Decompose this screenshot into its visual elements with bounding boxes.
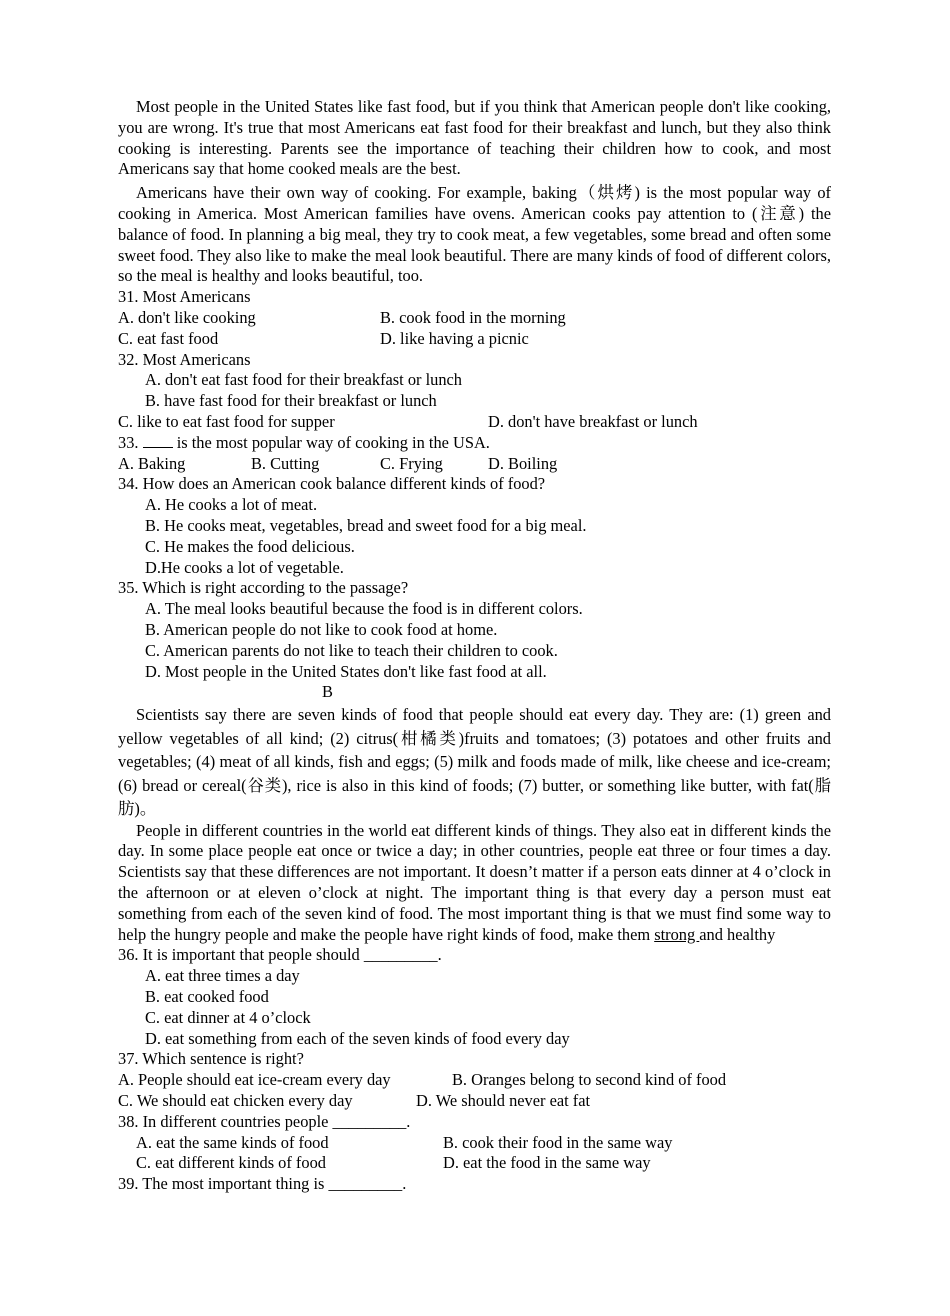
question-33-option-b: B. Cutting: [251, 453, 320, 473]
question-33: [118, 433, 831, 475]
question-37-option-a: A. People should eat ice-cream every day: [118, 1070, 391, 1090]
passage-b-paragraph-2: [118, 821, 831, 946]
passage-b-paragraph-2-text: People in different countries in the world eat different kinds of things. They also eat in different kinds the day. In some place people eat once or twice a day; in other countries, people eat three or four times a day. Scientists say that these differences are not important. It doesn’t matter if a person eats dinner at 4 o’clock in the afternoon or at eleven o’clock at night. The important thing is that every day a person must eat something from each of the seven kind of food. The most important thing is that we must find some way to help the hungry people and make the people have right kinds of food, make them: [118, 820, 831, 944]
question-35: [118, 578, 831, 682]
passage-b-underlined-word: strong: [654, 924, 700, 944]
question-37-option-b: B. Oranges belong to second kind of food: [452, 1070, 727, 1090]
question-31-option-d: D. like having a picnic: [380, 328, 529, 348]
question-32: [118, 350, 831, 433]
question-32-option-a: A. don't eat fast food for their breakfast or lunch: [145, 370, 463, 390]
question-32-option-b: B. have fast food for their breakfast or lunch: [145, 391, 437, 411]
question-35-option-d: D. Most people in the United States don't like fast food at all.: [145, 661, 547, 681]
question-33-stem: [118, 433, 831, 454]
question-33-option-c: C. Frying: [380, 453, 443, 473]
question-31-option-b: B. cook food in the morning: [380, 307, 566, 327]
question-35-option-c: C. American parents do not like to teach their children to cook.: [145, 640, 558, 660]
passage-a-paragraph-2: Americans have their own way of cooking. For example, baking（烘烤) is the most popular way of cooking in America. Most American families have ovens. American cooks pay attention to (注意) the balance of food. In planning a big meal, they try to cook meat, a few vegetables, some bread and often some sweet food. They also like to make the meal look beautiful. There are many kinds of food of different colors, so the meal is healthy and looks beautiful, too.: [118, 183, 831, 286]
question-36-option-d: D. eat something from each of the seven kinds of food every day: [145, 1028, 570, 1048]
question-36-option-a: A. eat three times a day: [145, 966, 300, 986]
question-31-stem: 31. Most Americans: [118, 287, 251, 307]
question-38-option-d: D. eat the food in the same way: [443, 1153, 651, 1173]
question-37-option-c: C. We should eat chicken every day: [118, 1090, 353, 1110]
question-33-option-a: A. Baking: [118, 453, 186, 473]
question-37: [118, 1049, 831, 1111]
question-34-option-b: B. He cooks meat, vegetables, bread and sweet food for a big meal.: [145, 515, 587, 535]
question-37-stem: 37. Which sentence is right?: [118, 1049, 304, 1069]
question-36-option-b: B. eat cooked food: [145, 986, 269, 1006]
question-36-stem: 36. It is important that people should _________.: [118, 945, 442, 965]
question-38: [118, 1112, 831, 1174]
section-b-label: B: [322, 682, 333, 702]
question-34: [118, 474, 831, 578]
question-33-text: is the most popular way of cooking in the USA.: [172, 432, 490, 452]
question-34-option-c: C. He makes the food delicious.: [145, 536, 355, 556]
question-33-blank: [143, 433, 173, 448]
question-33-option-d: D. Boiling: [488, 453, 558, 473]
passage-b-paragraph-2-end: and healthy: [699, 924, 776, 944]
question-35-stem: 35. Which is right according to the passage?: [118, 578, 409, 598]
question-33-number: 33.: [118, 432, 143, 452]
question-32-option-c: C. like to eat fast food for supper: [118, 411, 335, 431]
passage-b-paragraph-1: Scientists say there are seven kinds of food that people should eat every day. They are: (1) green and yellow vegetables of all kind; (2) citrus(柑橘类)fruits and tomatoes; (3) potatoes and other fruits and vegetables; (4) meat of all kinds, fish and eggs; (5) milk and foods made of milk, like cheese and ice-cream; (6) bread or cereal(谷类), rice is also in this kind of foods; (7) butter, or something like butter, with fat(脂肪)。: [118, 705, 831, 819]
question-35-option-b: B. American people do not like to cook food at home.: [145, 619, 498, 639]
question-38-stem: 38. In different countries people _________.: [118, 1111, 411, 1131]
question-31-option-a: A. don't like cooking: [118, 307, 256, 327]
question-34-option-a: A. He cooks a lot of meat.: [145, 495, 318, 515]
question-31: [118, 287, 831, 349]
question-39: [118, 1174, 831, 1195]
question-36: [118, 945, 831, 1049]
document-page: [118, 97, 831, 1195]
question-34-option-d: D.He cooks a lot of vegetable.: [145, 557, 344, 577]
question-35-option-a: A. The meal looks beautiful because the food is in different colors.: [145, 599, 583, 619]
passage-a-paragraph-1: Most people in the United States like fast food, but if you think that American people don't like cooking, you are wrong. It's true that most Americans eat fast food for their breakfast and lunch, but they also think cooking is interesting. Parents see the importance of teaching their children how to cook, and most Americans say that home cooked meals are the best.: [118, 97, 831, 179]
question-31-option-c: C. eat fast food: [118, 328, 219, 348]
question-32-stem: 32. Most Americans: [118, 349, 251, 369]
question-38-option-a: A. eat the same kinds of food: [136, 1132, 329, 1152]
question-32-option-d: D. don't have breakfast or lunch: [488, 411, 698, 431]
question-34-stem: 34. How does an American cook balance different kinds of food?: [118, 474, 546, 494]
question-38-option-c: C. eat different kinds of food: [136, 1153, 326, 1173]
question-36-option-c: C. eat dinner at 4 o’clock: [145, 1007, 311, 1027]
question-38-option-b: B. cook their food in the same way: [443, 1132, 673, 1152]
question-37-option-d: D. We should never eat fat: [416, 1090, 591, 1110]
question-39-stem: 39. The most important thing is _________.: [118, 1174, 407, 1194]
